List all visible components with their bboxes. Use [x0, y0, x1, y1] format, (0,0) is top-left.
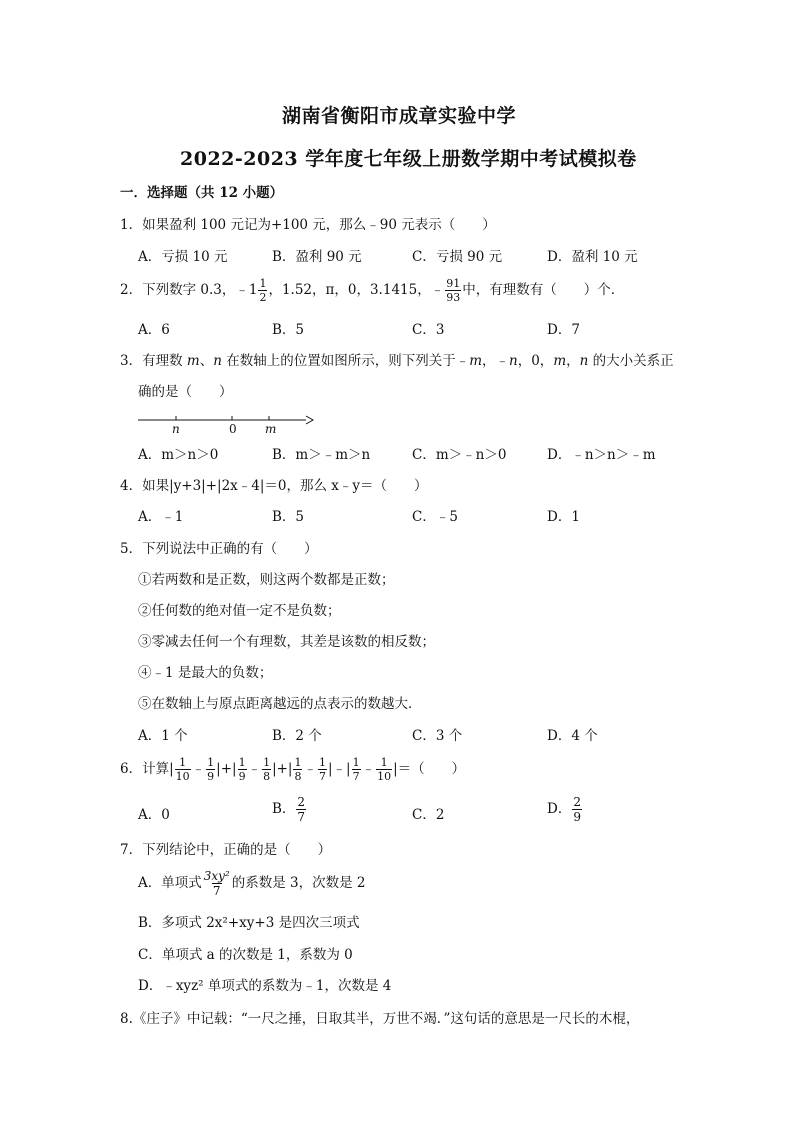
question-6-stem [120, 757, 465, 782]
question-5-statement-5: ⑤在数轴上与原点距离越远的点表示的数越大． [138, 696, 422, 712]
question-3-option-b: B．m＞﹣m＞n [272, 447, 371, 463]
fraction-numerator: 91 [446, 277, 461, 290]
question-6-option-a: A．0 [138, 807, 170, 823]
minus-sign: ﹣ [361, 760, 376, 777]
question-3-option-a: A．m＞n＞0 [138, 447, 219, 463]
question-3-text: ，﹣ [482, 353, 510, 369]
question-2-text-a: 2．下列数字 0.3，﹣1 [120, 281, 258, 298]
minus-sign: ﹣ [247, 760, 262, 777]
fraction-denominator: 8 [263, 769, 271, 783]
axis-label-n: n [172, 422, 180, 436]
question-3-option-c: C．m＞﹣n＞0 [412, 447, 507, 463]
question-8-stem: 8.《庄子》中记载：“一尺之捶，日取其半，万世不竭．”这句话的意思是一尺长的木棍， [120, 1011, 640, 1027]
fraction-numerator: 1 [238, 756, 246, 769]
question-4-option-b: B．5 [272, 509, 305, 525]
operator: |+| [216, 760, 237, 777]
fraction-denominator: 93 [446, 290, 461, 304]
fraction-numerator: 1 [380, 756, 388, 769]
variable-m: m [553, 353, 567, 369]
fraction-91-93 [445, 278, 461, 303]
question-7-stem: 7．下列结论中，正确的是（ ） [120, 842, 332, 858]
fraction-denominator: 2 [259, 290, 267, 304]
question-3-text: 的大小关系正 [588, 353, 674, 369]
fraction-numerator: 1 [318, 756, 326, 769]
question-5-statement-4: ④﹣1 是最大的负数； [138, 665, 273, 681]
option-text: 的系数是 3，次数是 2 [231, 874, 366, 891]
question-2-option-c: C．3 [412, 322, 445, 338]
fraction-denominator: 7 [297, 809, 306, 824]
question-3-text: ，0， [517, 353, 554, 369]
fraction-denominator: 9 [207, 769, 215, 783]
fraction-denominator: 10 [175, 769, 190, 783]
mixed-number-fraction [258, 278, 267, 303]
fraction-denominator: 7 [352, 769, 360, 783]
fraction-numerator: 2 [297, 795, 306, 809]
number-line-arrowhead [306, 416, 313, 424]
question-1-option-a: A．亏损 10 元 [138, 249, 228, 265]
variable-n: n [509, 353, 518, 369]
question-7-option-a [138, 870, 366, 897]
question-3-option-d: D．﹣n＞n＞﹣m [547, 447, 656, 463]
question-6-option-d [547, 796, 583, 823]
fraction [175, 757, 191, 782]
question-5-statement-3: ③零减去任何一个有理数，其差是该数的相反数； [138, 634, 435, 650]
fraction [376, 757, 392, 782]
fraction [296, 796, 306, 823]
operator: |+| [272, 760, 293, 777]
option-label: B． [272, 800, 296, 817]
question-4-stem: 4．如果|y+3|+|2x﹣4|＝0，那么 x﹣y＝（ ） [120, 478, 428, 494]
question-2-option-b: B．5 [272, 322, 305, 338]
fraction [352, 757, 361, 782]
question-4-option-a: A．﹣1 [138, 509, 184, 525]
question-4-option-c: C．﹣5 [412, 509, 458, 525]
number-line-figure [138, 415, 314, 427]
question-1-stem: 1．如果盈利 100 元记为+100 元，那么﹣90 元表示（ ） [120, 217, 496, 233]
question-3-text: 3．有理数 [120, 353, 187, 369]
fraction-denominator: 9 [573, 809, 581, 824]
question-2-stem [120, 278, 624, 303]
document-title-line2: 2022-2023 学年度七年级上册数学期中考试模拟卷 [180, 148, 637, 170]
fraction-denominator: 9 [238, 769, 246, 783]
question-2-option-a: A．6 [138, 322, 170, 338]
question-5-option-b: B．2 个 [272, 728, 322, 744]
fraction-denominator: 7 [318, 769, 326, 783]
fraction-numerator: 1 [207, 756, 215, 769]
question-1-option-d: D．盈利 10 元 [547, 249, 638, 265]
axis-label-m: m [265, 422, 277, 436]
fraction-denominator: 10 [377, 769, 392, 783]
question-2-text-c: 中，有理数有（ ）个． [462, 281, 625, 298]
question-6-text: |＝（ ） [393, 760, 466, 777]
option-label: A．单项式 [138, 874, 202, 891]
question-3-text: 在数轴上的位置如图所示，则下列关于﹣ [221, 353, 470, 369]
fraction [262, 757, 271, 782]
separator: 、 [199, 353, 214, 369]
question-5-stem: 5．下列说法中正确的有（ ） [120, 541, 318, 557]
fraction-numerator: 1 [179, 756, 187, 769]
fraction-numerator: 1 [263, 756, 271, 769]
question-1-option-b: B．盈利 90 元 [272, 249, 362, 265]
fraction [318, 757, 327, 782]
variable-n: n [579, 353, 589, 369]
question-7-option-b: B．多项式 2x²+xy+3 是四次三项式 [138, 915, 360, 931]
question-6-option-c: C．2 [412, 807, 445, 823]
fraction [238, 757, 247, 782]
option-label: D． [547, 800, 572, 817]
question-5-statement-2: ②任何数的绝对值一定不是负数； [138, 603, 341, 619]
section-heading: 一．选择题（共 12 小题） [120, 185, 284, 201]
variable-m: m [186, 353, 200, 369]
question-7-option-c: C．单项式 a 的次数是 1，系数为 0 [138, 947, 353, 963]
question-7-option-d: D．﹣xyz² 单项式的系数为﹣1，次数是 4 [138, 978, 392, 994]
fraction-numerator: 1 [352, 756, 360, 769]
question-4-option-d: D．1 [547, 509, 580, 525]
fraction-denominator: 8 [294, 769, 302, 783]
question-2-option-d: D．7 [547, 322, 580, 338]
fraction [293, 757, 302, 782]
question-5-option-d: D．4 个 [547, 728, 598, 744]
fraction [203, 870, 231, 897]
question-3-stem-line1 [120, 355, 674, 369]
fraction-numerator: 2 [573, 795, 581, 809]
axis-label-0: 0 [229, 422, 237, 436]
question-6-option-b [272, 796, 307, 823]
fraction [206, 757, 215, 782]
question-2-text-b: ，1.52，π，0，3.1415，﹣ [268, 281, 445, 298]
question-5-statement-1: ①若两数和是正数，则这两个数都是正数； [138, 572, 395, 588]
minus-sign: ﹣ [303, 760, 317, 777]
document-title-line1: 湖南省衡阳市成章实验中学 [282, 105, 517, 127]
fraction-numerator: 1 [294, 756, 302, 769]
fraction-numerator: 3xy² [203, 869, 230, 883]
question-6-text: 6．计算| [120, 760, 174, 777]
variable-m: m [469, 353, 483, 369]
minus-sign: ﹣ [191, 760, 206, 777]
question-5-option-c: C．3 个 [412, 728, 463, 744]
question-3-stem-line2: 确的是（ ） [138, 384, 233, 400]
variable-n: n [213, 353, 222, 369]
fraction [572, 796, 582, 823]
operator: |﹣| [327, 760, 351, 777]
question-1-option-c: C．亏损 90 元 [412, 249, 503, 265]
fraction-denominator: 7 [212, 883, 221, 898]
separator: ， [566, 353, 580, 369]
question-5-option-a: A．1 个 [138, 728, 188, 744]
fraction-numerator: 1 [259, 277, 267, 290]
